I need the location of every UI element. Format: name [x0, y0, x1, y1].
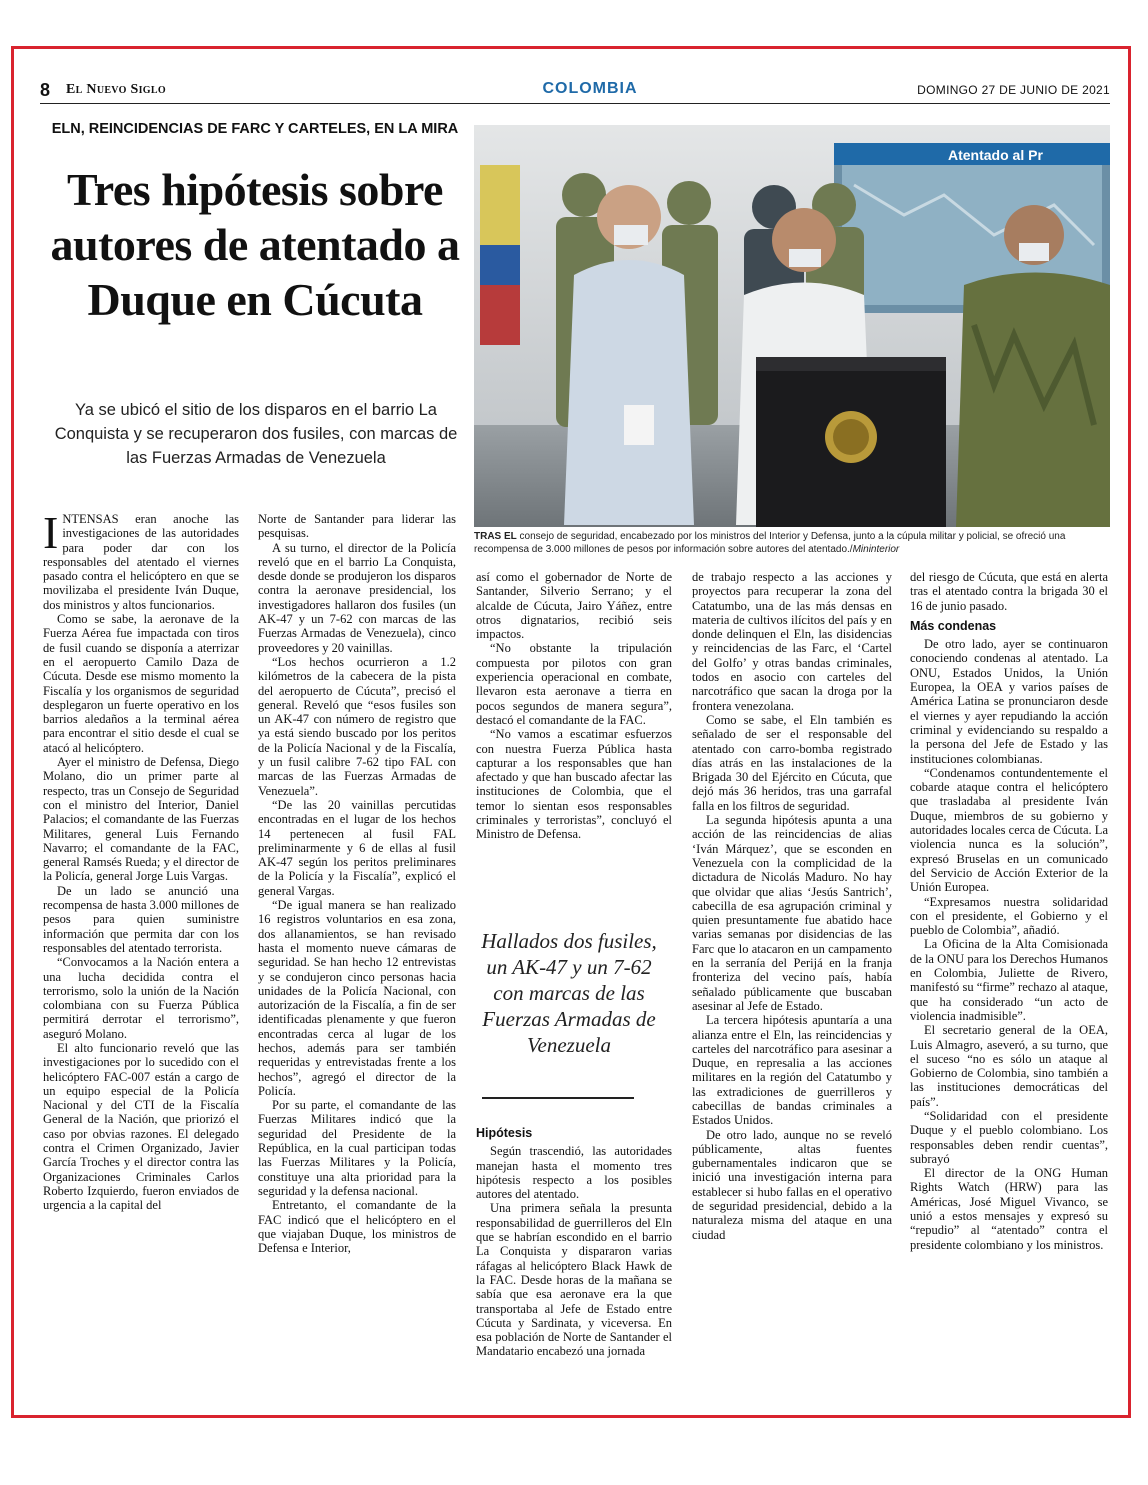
- column-2: [258, 512, 456, 1255]
- column-1: [43, 507, 239, 1213]
- paragraph: “Los hechos ocurrieron a 1.2 kilómetros de la cabecera de la pista del aeropuerto de Cúcuta”, precisó el general. Reveló que “esos fusiles son un AK-47 con número de registro que ya está siendo buscado por los peritos de la Policía Nacional y de la Fiscalía, y un fusil calibre 7-62 tipo FAL con marcas de las Fuerzas Armadas de Venezuela”.: [258, 654, 456, 798]
- paragraph: Según trascendió, las autoridades manejan hasta el momento tres hipótesis respecto a los posibles autores del atentado.: [476, 1144, 672, 1202]
- paragraph: De otro lado, aunque no se reveló públicamente, altas fuentes gubernamentales indicaron que se inició una investigación interna para establecer si hubo fallas en el operativo de seguridad presidencial, debido a la naturaleza misma del ataque en una ciudad: [692, 1127, 892, 1242]
- paragraph: “Expresamos nuestra solidaridad con el presidente, el Gobierno y el pueblo de Colombia”, añadió.: [910, 894, 1108, 938]
- paragraph: Una primera señala la presunta responsabilidad de guerrilleros del Eln que se habrían escondido en el barrio La Conquista y dispararon varias ráfagas al helicóptero Black Hawk de la FAC. Desde horas de la mañana se sabía que esa aeronave era la que transportaba al Jefe de Estado entre Cúcuta y Sardinata, y viceversa. En esa población de Norte de Santander el Mandatario encabezó una jornada: [476, 1201, 672, 1359]
- paragraph: “Solidaridad con el presidente Duque y el pueblo colombiano. Los responsables deben rendir cuentas”, subrayó: [910, 1108, 1108, 1166]
- drop-cap: I: [43, 507, 59, 558]
- issue-date: DOMINGO 27 DE JUNIO DE 2021: [917, 83, 1110, 97]
- paragraph: El alto funcionario reveló que las investigaciones por lo sucedido con el helicóptero FAC-007 están a cargo de un equipo especial de la Policía Nacional y del CTI de la Fiscalía General de la Nación, que priorizó el caso por obvias razones. El delegado contra el Crimen Organizado, Javier García Troches y el director contra las Organizaciones Criminales Carlos Roberto Izquierdo, fueron enviados de urgencia a la capital del: [43, 1040, 239, 1213]
- paragraph: “No vamos a escatimar esfuerzos con nuestra Fuerza Pública hasta capturar a los responsables que han afectado y que han buscado afectar las instituciones de Colombia, que el temor lo sientan esos responsables criminales y terroristas”, concluyó el Ministro de Defensa.: [476, 727, 672, 842]
- paragraph: Como se sabe, el Eln también es señalado de ser el responsable del atentado con carro-bomba registrado días atrás en las instalaciones de la Brigada 30 del Ejército en Cúcuta, que dejó más 36 heridos, tras una garrafal falla en los filtros de seguridad.: [692, 712, 892, 813]
- paragraph: La segunda hipótesis apunta a una acción de las reincidencias de alias ‘Iván Márquez’, que se esconden en Venezuela con la complicidad de la dictadura de Nicolás Maduro. No hay que olvidar que alias ‘Jesús Santrich’, cabecilla de esa agrupación criminal y quien presuntamente fue abatido hace varias semanas por disidencias de las Farc que lo atacaron en un campamento en la serranía del Perijá en la franja fronteriza del vecino país, había señalado públicamente que buscaban asesinar al Jefe de Estado.: [692, 813, 892, 1013]
- paragraph: De un lado se anunció una recompensa de hasta 3.000 millones de pesos para quien suministre información que permita dar con los responsables del atentado terrorista.: [43, 883, 239, 955]
- paragraph: de trabajo respecto a las acciones y proyectos para recuperar la zona del Catatumbo, una de las más densas en materia de cultivos ilícitos del país y en donde delinquen el Eln, las disidencias y reincidencias de las Farc, el ‘Cartel del Golfo’ y otras bandas criminales, todos en asocio con carteles del narcotráfico que sacan la droga por la frontera venezolana.: [692, 570, 892, 713]
- paragraph: Entretanto, el comandante de la FAC indicó que el helicóptero en el que viajaban Duque, los ministros de Defensa e Interior,: [258, 1198, 456, 1256]
- paragraph: A su turno, el director de la Policía reveló que en el barrio La Conquista, desde donde se produjeron los disparos contra la aeronave presidencial, los investigadores hallaron dos fusiles (un AK-47 y un 7-62 con marcas de las Fuerzas Armadas de Venezuela), cinco proveedores y 20 vainillas.: [258, 540, 456, 655]
- page-number: 8: [40, 80, 51, 100]
- article-title: Tres hipótesis sobre autores de atentado a Duque en Cúcuta: [50, 164, 460, 325]
- column-5: [910, 570, 1108, 1252]
- caption-credit: Mininterior: [852, 544, 900, 555]
- press-conference-photo: [474, 125, 1110, 527]
- paragraph: Norte de Santander para liderar las pesquisas.: [258, 512, 456, 541]
- paragraph: El secretario general de la OEA, Luis Almagro, aseveró, a su turno, que el suceso “no es sólo un ataque al Gobierno de Colombia, sino también a las instituciones democráticas del país”.: [910, 1023, 1108, 1109]
- paragraph: La Oficina de la Alta Comisionada de la ONU para los Derechos Humanos en Colombia, Juliette de Rivero, manifestó su “firme” rechazo al ataque, que ha considerado “un acto de violencia inadmisible”.: [910, 937, 1108, 1023]
- newspaper-name: El Nuevo Siglo: [66, 82, 166, 97]
- column-3-bottom: [476, 1120, 672, 1359]
- paragraph: La tercera hipótesis apuntaría a una alianza entre el Eln, las reincidencias y carteles del narcotráfico para asesinar a Duque, en represalia a las acciones militares en la región del Catatumbo y las extradiciones de guerrilleros y cabecillas de bandas criminales a Estados Unidos.: [692, 1013, 892, 1128]
- article-photo: [474, 125, 1110, 527]
- header-rule: [40, 103, 1110, 104]
- caption-text: consejo de seguridad, encabezado por los ministros del Interior y Defensa, junto a la cúpula militar y policial, se ofreció una recompensa de 3.000 millones de pesos por información sobre autores del atentado./: [474, 531, 1066, 555]
- paragraph: “De las 20 vainillas percutidas encontradas en el lugar de los hechos 14 pertenecen al fusil FAL preliminarmente y 6 de ellas al fusil AK-47 según los peritos preliminares de la Policía y la Fiscalía”, explicó el general Vargas.: [258, 797, 456, 898]
- photo-caption: [474, 530, 1110, 556]
- subhead-hipotesis: Hipótesis: [476, 1126, 533, 1140]
- paragraph: Como se sabe, la aeronave de la Fuerza Aérea fue impactada con tiros de fusil cuando se disponía a aterrizar en el aeropuerto Camilo Daza de Cúcuta. Desde ese mismo momento la Fiscalía y los organismos de seguridad desplegaron un fuerte operativo en los barrios aledaños a la terminal aérea para encontrar el sitio desde el cual se atacó al helicóptero.: [43, 612, 239, 755]
- wall-screen-text: Atentado al Pr: [948, 147, 1043, 163]
- section-name: COLOMBIA: [542, 80, 638, 97]
- paragraph: Por su parte, el comandante de las Fuerzas Militares indicó que la seguridad del Presidente de la República, en la cual participan todas las Fuerzas Militares y la Policía, constituye una alta prioridad para la seguridad y la defensa nacional.: [258, 1098, 456, 1198]
- paragraph: El director de la ONG Human Rights Watch (HRW) para las Américas, José Miguel Vivanco, se unió a estos mensajes y expresó su “repudio” al “atentado” contra el presidente colombiano y los ministros.: [910, 1166, 1108, 1252]
- pull-quote: Hallados dos fusiles, un AK-47 y un 7-62 con marcas de las Fuerzas Armadas de Venezuela: [481, 929, 657, 1057]
- paragraph: “No obstante la tripulación compuesta por pilotos con gran experiencia operacional en combate, llevaron esta aeronave a tierra en pocos segundos de manera segura”, destacó el comandante de la FAC.: [476, 641, 672, 727]
- caption-lead: TRAS EL: [474, 531, 517, 542]
- pull-quote-rule: [482, 1097, 634, 1099]
- paragraph: “Convocamos a la Nación entera a una lucha decidida contra el terrorismo, solo la unión de la Nación colombiana con su Fuerza Pública permitirá derrotar el terrorismo”, aseguró Molano.: [43, 955, 239, 1041]
- article-kicker: ELN, REINCIDENCIAS DE FARC Y CARTELES, EN LA MIRA: [51, 121, 459, 137]
- paragraph: INTENSAS eran anoche las investigaciones de las autoridades para poder dar con los responsables del atentado el viernes pasado contra el helicóptero en que se movilizaba el presidente Iván Duque, dos ministros y altos funcionarios.: [43, 507, 239, 612]
- column-3-top: [476, 570, 672, 842]
- page-header: [40, 80, 1110, 102]
- article-deck: Ya se ubicó el sitio de los disparos en el barrio La Conquista y se recuperaron dos fusiles, con marcas de las Fuerzas Armadas de Venezuela: [54, 401, 458, 467]
- paragraph: “Condenamos contundentemente el cobarde ataque contra el helicóptero que trasladaba al presidente Iván Duque, miembros de su gobierno y autoridades locales cerca de Cúcuta. La violencia nunca es la solución”, expresó Bruselas en un comunicado del Servicio de Acción Exterior de la Unión Europea.: [910, 765, 1108, 895]
- subhead-mas-condenas: Más condenas: [910, 618, 997, 633]
- paragraph: De otro lado, ayer se continuaron conociendo condenas al atentado. La ONU, Estados Unidos, la Unión Europea, la OEA y varios países de América Latina se pronunciaron desde el viernes y ayer repudiando la acción criminal y evidenciando su respaldo a la persona del Jefe de Estado y las instituciones colombianas.: [910, 637, 1108, 766]
- column-4: [692, 570, 892, 1242]
- paragraph: “De igual manera se han realizado 16 registros voluntarios en esa zona, dos allanamientos, se han revisado hasta el momento nueve cámaras de seguridad. Se han hecho 12 entrevistas y se condujeron cinco personas hacia unidades de la Policía Nacional, con autorización de la Fiscalía, a fin de ser identificadas plenamente y que fueron encontradas cerca al lugar de los hechos, además para ser también requeridas y entrevistadas frente a los hechos”, agregó el director de la Policía.: [258, 898, 456, 1098]
- paragraph: Ayer el ministro de Defensa, Diego Molano, dio un primer parte al respecto, tras un Consejo de Seguridad con el ministro del Interior, Daniel Palacios; el comandante de las Fuerzas Militares, general Luis Fernando Navarro; el comandante de la FAC, general Ramsés Rueda; y el director de la Policía, general Jorge Luis Vargas.: [43, 755, 239, 884]
- paragraph: así como el gobernador de Norte de Santander, Silverio Serrano; y el alcalde de Cúcuta, Jairo Yáñez, entre otros dignatarios, recibió seis impactos.: [476, 570, 672, 642]
- paragraph: del riesgo de Cúcuta, que está en alerta tras el atentado contra la brigada 30 el 16 de junio pasado.: [910, 570, 1108, 613]
